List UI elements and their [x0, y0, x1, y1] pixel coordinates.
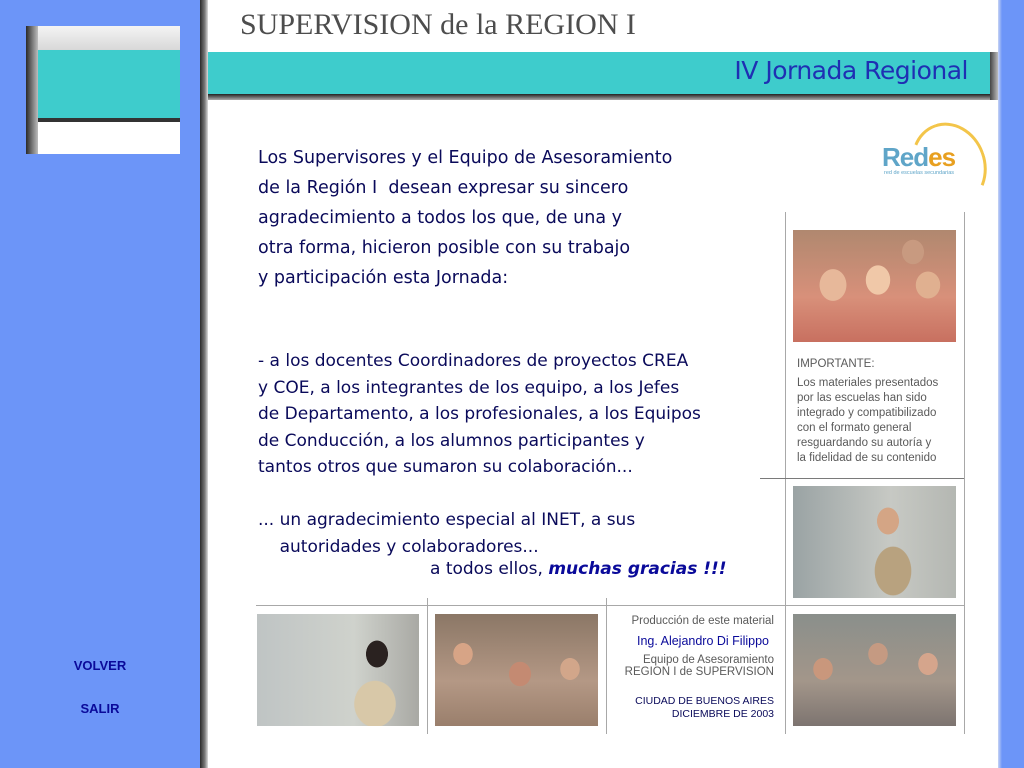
recipients-paragraph: - a los docentes Coordinadores de proyectos CREA y COE, a los integrantes de los equipo, a los Jefes de Departamento, a los profesionales, a los Equipos de Conducción, a los alumnos participantes y tantos otros que sumaron su colaboración...	[258, 351, 701, 477]
production-label: Producción de este material	[631, 615, 774, 627]
thanks-line	[430, 559, 727, 579]
grid-line-horizontal	[760, 478, 964, 479]
logo-block-shadow	[26, 26, 38, 154]
grid-line-horizontal	[256, 605, 964, 606]
important-title: IMPORTANTE:	[797, 358, 875, 370]
right-strip-shadow	[998, 0, 1002, 768]
logo-name-accent: es	[928, 142, 956, 172]
photo-speaker-microphone	[793, 486, 956, 598]
photo-audience-listening	[793, 614, 956, 726]
page-subtitle: IV Jornada Regional	[734, 56, 968, 85]
logo-tagline: red de escuelas secundarias	[884, 170, 955, 176]
grid-line-vertical	[785, 212, 786, 734]
grid-line-vertical	[427, 598, 428, 734]
place-date: CIUDAD DE BUENOS AIRES DICIEMBRE DE 2003	[635, 695, 774, 720]
team-name: Equipo de Asesoramiento REGION I de SUPERVISION	[624, 654, 774, 678]
back-link[interactable]: VOLVER	[73, 658, 127, 673]
header-bar-shadow	[208, 94, 998, 100]
logo-block-teal-band	[26, 50, 180, 120]
logo-name-main: Red	[882, 142, 929, 172]
decorative-logo-block	[26, 26, 180, 154]
thanks-emphasis: muchas gracias !!!	[548, 559, 727, 579]
thanks-prefix: a todos ellos,	[430, 559, 549, 579]
exit-link[interactable]: SALIR	[80, 701, 120, 716]
important-note: Los materiales presentados por las escuelas han sido integrado y compatibilizado con el formato general resguardando su autoría y la fidelidad de su contenido	[797, 377, 939, 464]
redes-logo	[882, 122, 986, 208]
inet-paragraph: ... un agradecimiento especial al INET, a sus autoridades y colaboradores...	[258, 510, 636, 557]
header-bar-edge	[990, 52, 998, 100]
photo-audience-women	[793, 230, 956, 342]
author-name: Ing. Alejandro Di Filippo	[636, 634, 769, 648]
logo-block-line	[26, 118, 180, 122]
logo-block-top	[26, 26, 180, 50]
intro-paragraph: Los Supervisores y el Equipo de Asesoramiento de la Región I desean expresar su sincero agradecimiento a todos los que, de una y otra forma, hicieron posible con su trabajo y participación esta Jornada:	[258, 148, 673, 288]
sidebar-shadow	[200, 0, 208, 768]
logo-wordmark	[882, 142, 955, 173]
site-title: SUPERVISION de la REGION I	[240, 8, 636, 41]
grid-line-vertical	[964, 212, 965, 734]
photo-presenter-seated	[257, 614, 419, 726]
grid-line-vertical	[606, 598, 607, 734]
photo-audience-group	[435, 614, 598, 726]
